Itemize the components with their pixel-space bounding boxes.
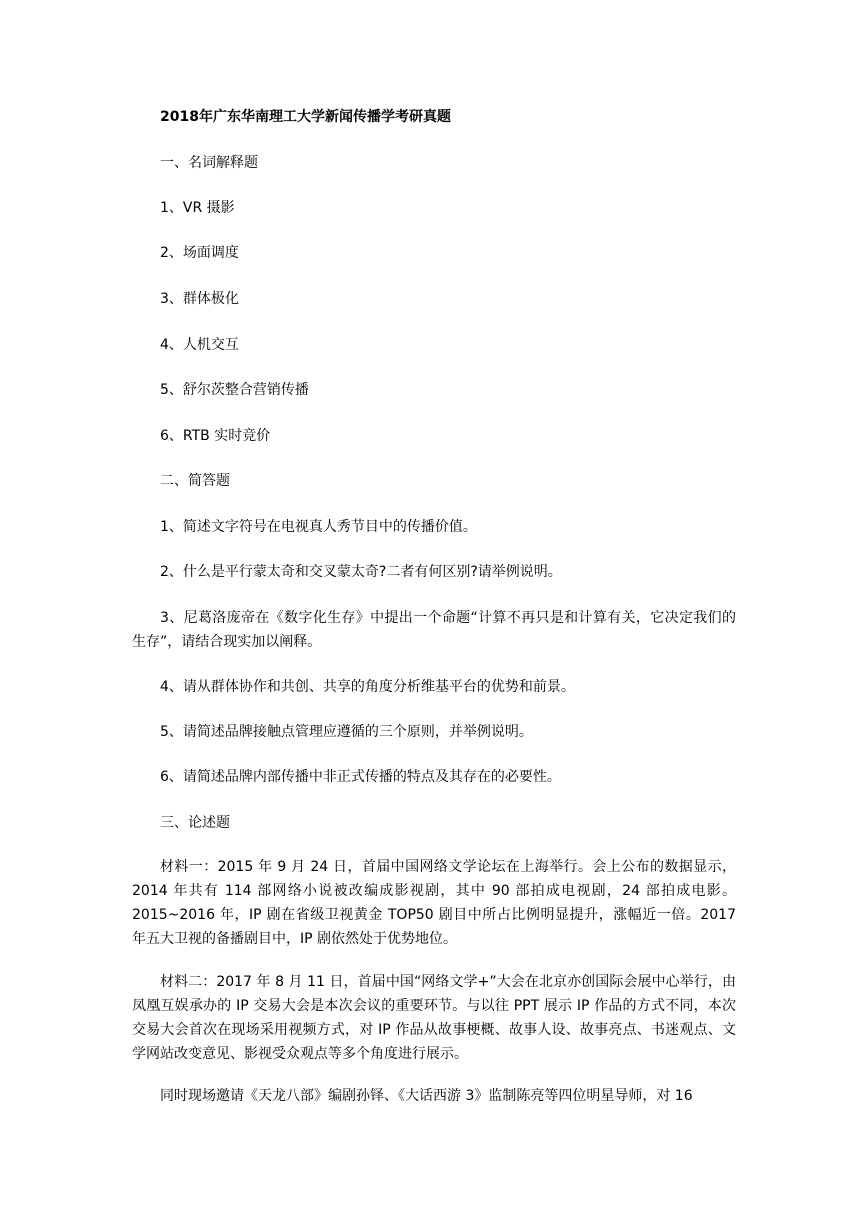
- question-item: 4、请从群体协作和共创、共享的角度分析维基平台的优势和前景。: [160, 679, 575, 695]
- term-item: 2、场面调度: [160, 245, 239, 261]
- term-item: 1、VR 摄影: [160, 200, 235, 216]
- question-item: 6、请简述品牌内部传播中非正式传播的特点及其存在的必要性。: [160, 769, 561, 785]
- question-item: 3、尼葛洛庞帝在《数字化生存》中提出一个命题“计算不再只是和计算有关，它决定我们的生存”，请结合现实加以阐释。: [132, 610, 736, 650]
- page-title: 2018年广东华南理工大学新闻传播学考研真题: [160, 109, 451, 125]
- term-item: 3、群体极化: [160, 291, 239, 307]
- term-item: 6、RTB 实时竞价: [160, 428, 271, 444]
- section-heading-terms: 一、名词解释题: [160, 155, 258, 171]
- term-item: 5、舒尔茨整合营销传播: [160, 382, 309, 398]
- section-heading-essay: 三、论述题: [160, 815, 230, 831]
- question-item: 2、什么是平行蒙太奇和交叉蒙太奇?二者有何区别?请举例说明。: [160, 564, 562, 580]
- material-paragraph: 材料一：2015 年 9 月 24 日，首届中国网络文学论坛在上海举行。会上公布的数据显示，2014 年共有 114 部网络小说被改编成影视剧，其中 90 部拍成电视剧，24 部拍成电影。2015~2016 年，IP 剧在省级卫视黄金 TOP50 剧目中所占比例明显提升，涨幅近一倍。2017 年五大卫视的备播剧目中，IP 剧依然处于优势地位。: [132, 859, 736, 947]
- question-item: 5、请简述品牌接触点管理应遵循的三个原则，并举例说明。: [160, 724, 533, 740]
- question-item: 1、简述文字符号在电视真人秀节目中的传播价值。: [160, 519, 477, 535]
- section-heading-short-answer: 二、简答题: [160, 473, 230, 489]
- term-item: 4、人机交互: [160, 337, 239, 353]
- material-paragraph: 材料二：2017 年 8 月 11 日，首届中国“网络文学+”大会在北京亦创国际会展中心举行，由凤凰互娱承办的 IP 交易大会是本次会议的重要环节。与以往 PPT 展示 IP 作品的方式不同，本次交易大会首次在现场采用视频方式，对 IP 作品从故事梗概、故事人设、故事亮点、书迷观点、文学网站改变意见、影视受众观点等多个角度进行展示。: [132, 974, 736, 1062]
- material-paragraph: 同时现场邀请《天龙八部》编剧孙铎、《大话西游 3》监制陈亮等四位明星导师，对 16: [160, 1088, 693, 1104]
